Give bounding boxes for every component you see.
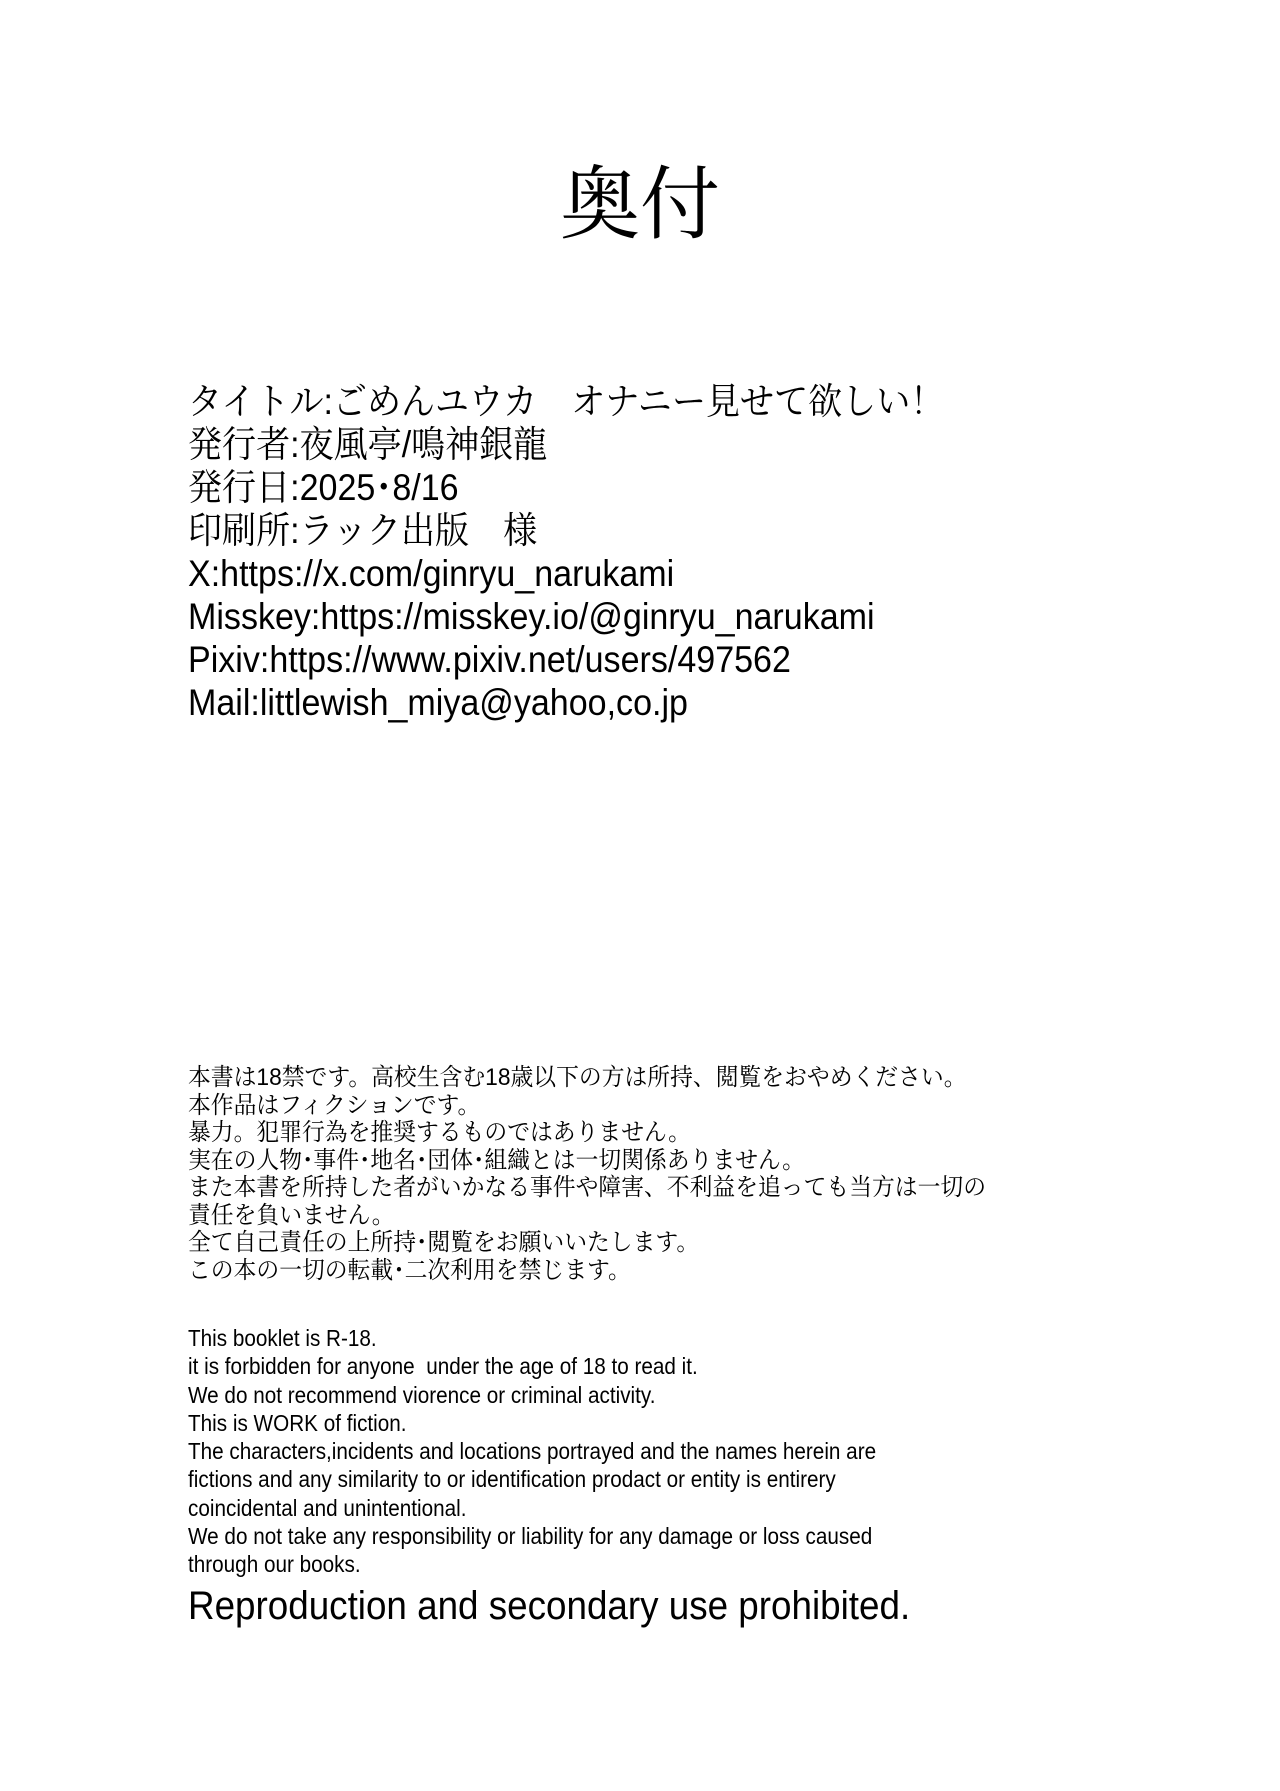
- notice-line: This booklet is R-18.: [188, 1325, 377, 1351]
- reproduction-prohibited-notice: Reproduction and secondary use prohibited.: [188, 1584, 911, 1628]
- notice-line: 本作品はフィクションです。: [188, 1091, 481, 1119]
- notice-line: We do not take any responsibility or liability for any damage or loss caused: [188, 1523, 873, 1550]
- title-line: タイトル:ごめんユウカ オナニー見せて欲しい！: [188, 381, 945, 422]
- colophon-info: [188, 380, 1010, 724]
- mail-line: Mail:littlewish_miya@yahoo,co.jp: [188, 682, 688, 723]
- notice-line: it is forbidden for anyone under the age of 18 to read it.: [188, 1353, 698, 1380]
- notice-line: The characters,incidents and locations portrayed and the names herein are: [188, 1438, 877, 1465]
- notice-line: また本書を所持した者がいかなる事件や障害、不利益を追っても当方は一切の: [188, 1174, 986, 1201]
- page-title: 奥付: [560, 160, 720, 249]
- printer-line: 印刷所:ラック出版 様: [188, 510, 538, 551]
- x-link: X:https://x.com/ginryu_narukami: [188, 553, 675, 594]
- notice-line: This is WORK of fiction.: [188, 1409, 407, 1436]
- notice-line: この本の一切の転載･二次利用を禁じます。: [188, 1256, 631, 1284]
- pixiv-link: Pixiv:https://www.pixiv.net/users/497562: [188, 639, 791, 680]
- notice-line: 責任を負いません。: [188, 1201, 395, 1229]
- english-notice: [188, 1324, 953, 1579]
- notice-line: We do not recommend viorence or criminal activity.: [188, 1381, 656, 1408]
- publisher-line: 発行者:夜風亭/鳴神銀龍: [188, 424, 548, 465]
- notice-line: 全て自己責任の上所持･閲覧をお願いいたします。: [188, 1229, 700, 1256]
- notice-line: coincidental and unintentional.: [188, 1494, 467, 1521]
- misskey-link: Misskey:https://misskey.io/@ginryu_narukami: [188, 596, 875, 637]
- notice-line: 暴力。犯罪行為を推奨するものではありません。: [188, 1119, 691, 1146]
- notice-line: fictions and any similarity to or identification prodact or entity is entirery: [188, 1466, 836, 1493]
- notice-line: 本書は18禁です。高校生含む18歳以下の方は所持、閲覧をおやめください。: [188, 1064, 967, 1091]
- publish-date-line: 発行日:2025･8/16: [188, 467, 459, 508]
- notice-line: 実在の人物･事件･地名･団体･組織とは一切関係ありません。: [188, 1146, 805, 1174]
- japanese-notice: [188, 1064, 1028, 1284]
- notice-line: through our books.: [188, 1551, 361, 1578]
